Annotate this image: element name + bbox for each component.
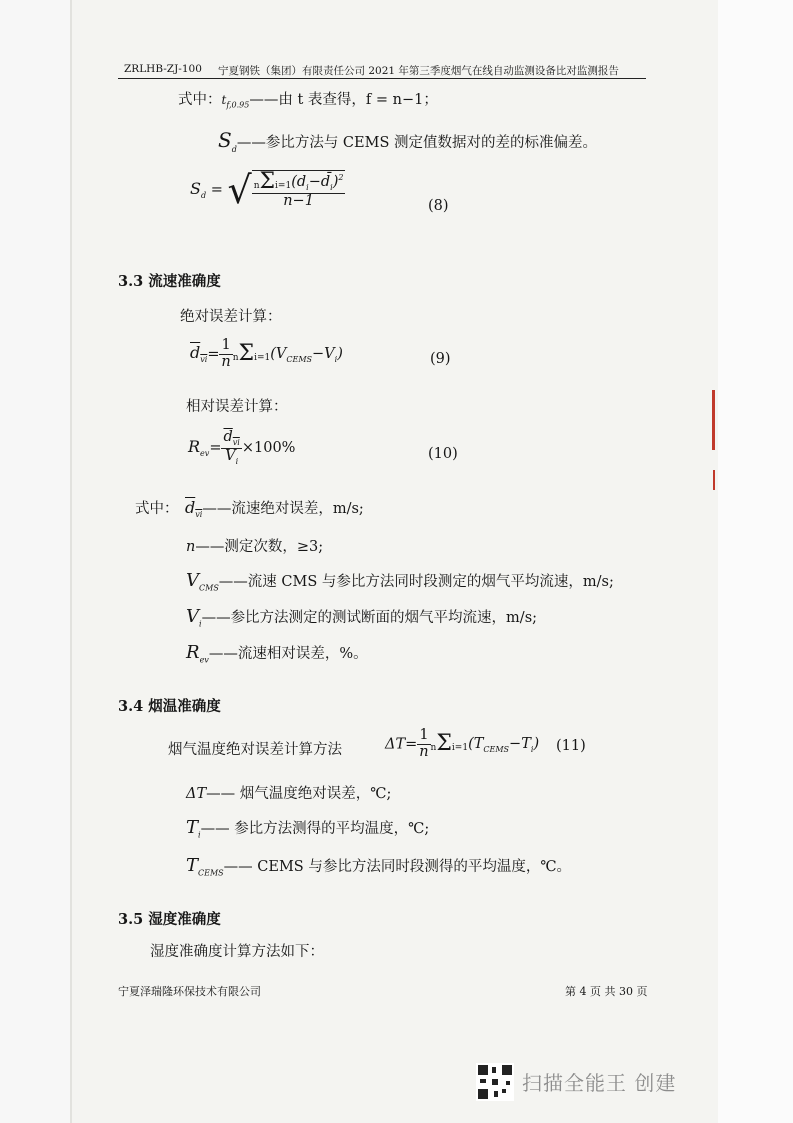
- section-3-4-heading: 3.4 烟温准确度: [118, 698, 221, 715]
- intro-lead: 式中：: [178, 92, 222, 108]
- right-margin: [718, 0, 793, 1123]
- def-dvi: $d_{vi}——$流速绝对误差，m/s;: [185, 498, 364, 520]
- section-3-3-heading: 3.3 流速准确度: [118, 273, 221, 290]
- equation-10-number: (10): [428, 446, 458, 462]
- scanner-watermark: 扫描全能王 创建: [522, 1071, 677, 1095]
- intro-line-t: 式中：$t_{f,0.95}——$由 t 表查得，f = n−1；: [178, 92, 438, 110]
- rel-error-label: 相对误差计算：: [186, 399, 288, 415]
- def-ti: $T_i——$ 参比方法测得的平均温度，℃;: [186, 817, 430, 840]
- equation-10: $R_{ev}=$ $\frac{d_{vi}}{V_i}$ ×100%: [188, 429, 296, 466]
- equation-8: $S_d$ = √ $\frac{n\Sigma i=1(d_i-d̄_i)^2}{n-1}$: [190, 168, 344, 212]
- temp-formula-label: 烟气温度绝对误差计算方法: [168, 742, 342, 758]
- equation-11: ΔT= $\frac{1}{n}$ $n\Sigma i=1(T_{CEMS}-T_i)$: [385, 727, 540, 760]
- t-definition: 由 t 表查得，f = n−1；: [278, 92, 438, 108]
- abs-error-label: 绝对误差计算：: [180, 309, 282, 325]
- sd-definition: 参比方法与 CEMS 测定值数据对的差的标准偏差。: [265, 135, 598, 151]
- report-title: 宁夏钢铁（集团）有限责任公司 2021 年第三季度烟气在线自动监测设备比对监测报告: [218, 65, 619, 77]
- def-rev: $R_{ev}——$流速相对误差，%。: [186, 642, 368, 665]
- def-lead: 式中：: [135, 501, 179, 517]
- equation-8-number: (8): [428, 198, 449, 214]
- def-tcems: $T_{CEMS}——$ CEMS 与参比方法同时段测得的平均温度，℃。: [186, 855, 572, 878]
- equation-9-number: (9): [430, 351, 451, 367]
- intro-line-sd: $S_d——$参比方法与 CEMS 测定值数据对的差的标准偏差。: [218, 128, 598, 154]
- def-n: n——测定次数，≥3;: [186, 539, 324, 555]
- report-code: ZRLHB-ZJ-100: [124, 63, 202, 75]
- humidity-intro: 湿度准确度计算方法如下：: [150, 944, 324, 960]
- section-3-5-heading: 3.5 湿度准确度: [118, 911, 221, 928]
- qr-code-icon: [476, 1063, 514, 1101]
- equation-9: $d_{vi}=$ $\frac{1}{n}$ $n\Sigma i=1(V_{CEMS}-V_i)$: [190, 337, 343, 370]
- red-stamp-edge: [713, 470, 715, 490]
- equation-11-number: (11): [556, 738, 586, 754]
- def-delta-t: ΔT—— 烟气温度绝对误差，℃;: [186, 786, 392, 802]
- footer-company: 宁夏泽瑞隆环保技术有限公司: [118, 985, 261, 998]
- red-stamp-edge: [712, 390, 715, 450]
- page-number: 第 4 页 共 30 页: [565, 985, 648, 998]
- header-rule: [118, 78, 646, 79]
- def-vcms: $V_{CMS}——$流速 CMS 与参比方法同时段测定的烟气平均流速，m/s;: [186, 570, 614, 593]
- def-vi: $V_i——$参比方法测定的测试断面的烟气平均流速，m/s;: [186, 606, 538, 629]
- left-margin: [0, 0, 70, 1123]
